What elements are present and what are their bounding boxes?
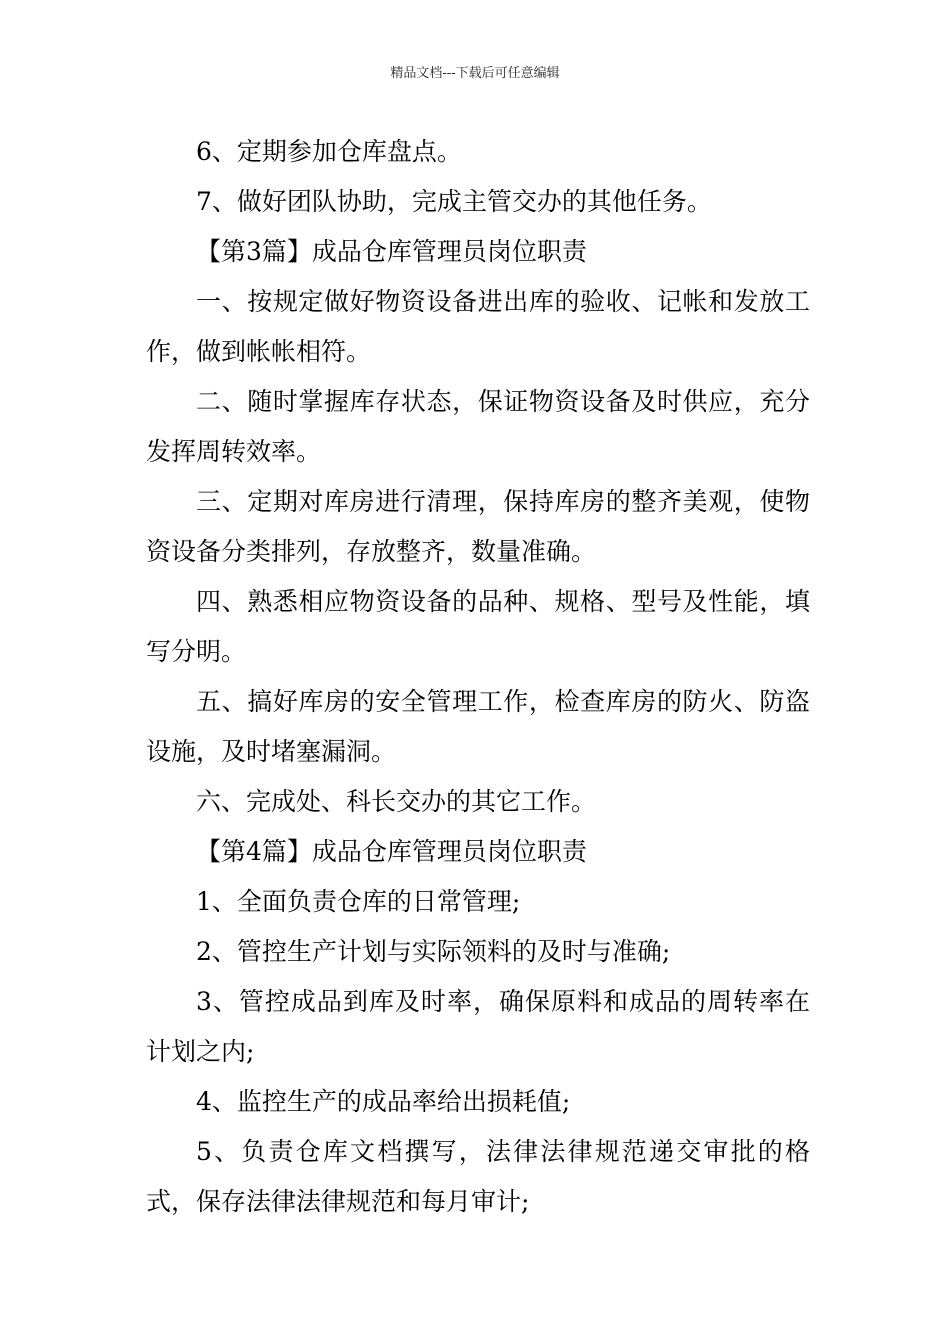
page-header: 精品文档---下载后可任意编辑 <box>390 66 560 81</box>
section-heading-3: 【第3篇】成品仓库管理员岗位职责 <box>196 237 587 266</box>
paragraph-task-2: 2、管控生产计划与实际领料的及时与准确; <box>196 937 671 966</box>
paragraph-duty-2: 二、随时掌握库存状态，保证物资设备及时供应，充分发挥周转效率。 <box>146 387 810 466</box>
paragraph-duty-5: 五、搞好库房的安全管理工作，检查库房的防火、防盗设施，及时堵塞漏洞。 <box>146 687 810 766</box>
paragraph-item-6: 6、定期参加仓库盘点。 <box>196 137 462 166</box>
paragraph-task-3: 3、管控成品到库及时率，确保原料和成品的周转率在计划之内; <box>146 987 810 1066</box>
paragraph-duty-6: 六、完成处、科长交办的其它工作。 <box>196 787 597 816</box>
paragraph-task-4: 4、监控生产的成品率给出损耗值; <box>196 1087 571 1116</box>
paragraph-task-1: 1、全面负责仓库的日常管理; <box>196 887 521 916</box>
section-heading-4: 【第4篇】成品仓库管理员岗位职责 <box>196 837 587 866</box>
paragraph-duty-4: 四、熟悉相应物资设备的品种、规格、型号及性能，填写分明。 <box>146 587 810 666</box>
document-body <box>146 127 810 1227</box>
paragraph-item-7: 7、做好团队协助，完成主管交办的其他任务。 <box>196 187 712 216</box>
paragraph-duty-3: 三、定期对库房进行清理，保持库房的整齐美观，使物资设备分类排列，存放整齐，数量准确。 <box>146 487 810 566</box>
paragraph-task-5: 5、负责仓库文档撰写，法律法律规范递交审批的格式，保存法律法律规范和每月审计; <box>146 1137 810 1216</box>
paragraph-duty-1: 一、按规定做好物资设备进出库的验收、记帐和发放工作，做到帐帐相符。 <box>146 287 810 366</box>
